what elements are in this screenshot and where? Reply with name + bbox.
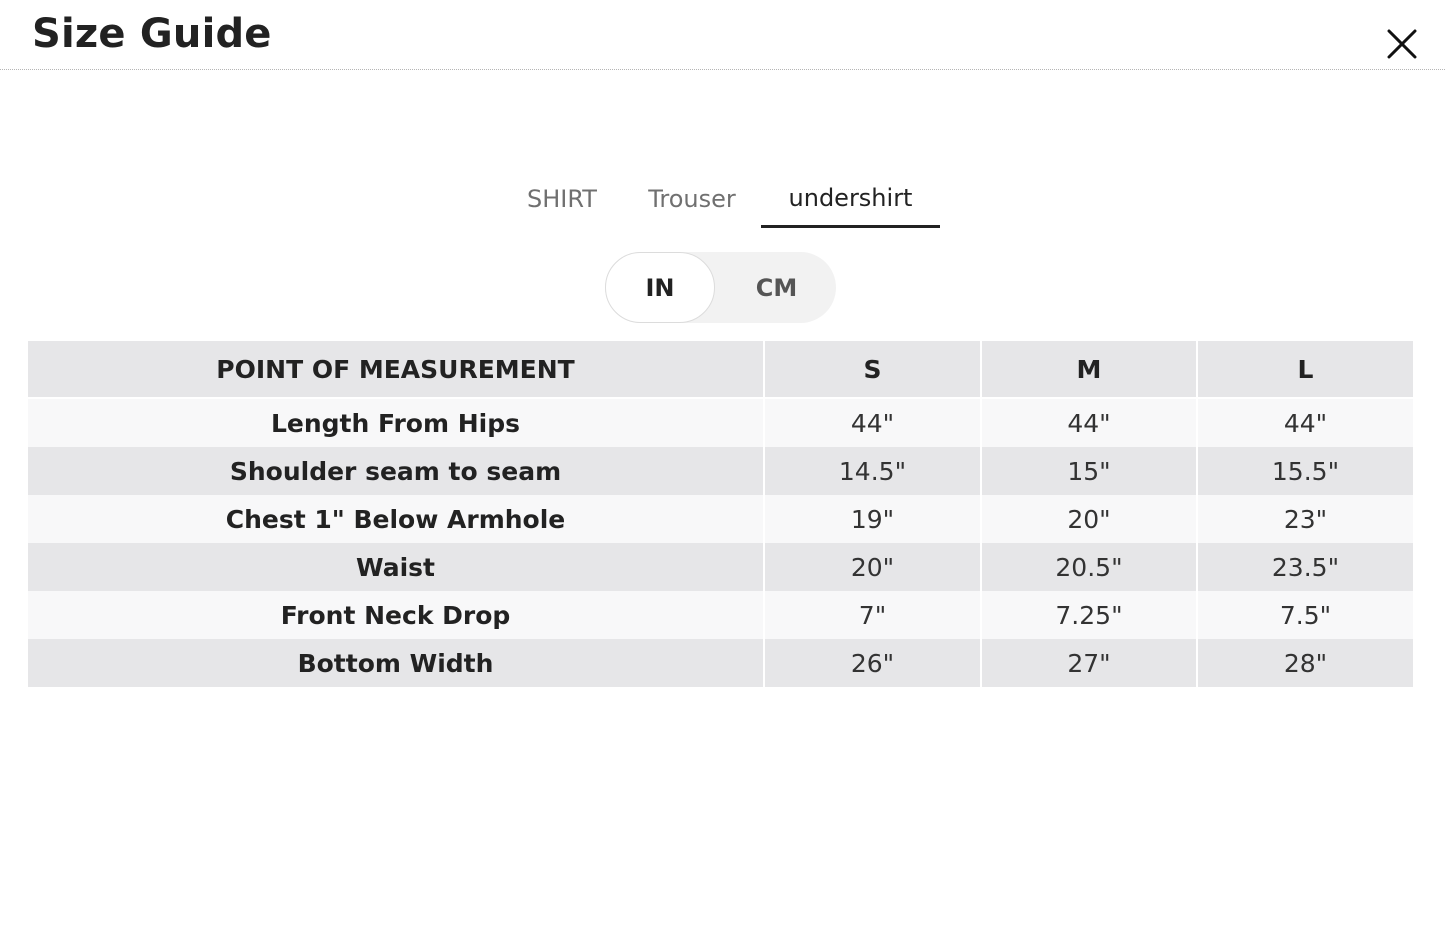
cell-value: 28" — [1198, 639, 1413, 687]
tab-undershirt[interactable]: undershirt — [761, 170, 940, 228]
tab-shirt[interactable]: SHIRT — [508, 170, 616, 228]
cell-value: 15" — [982, 447, 1196, 495]
cell-value: 44" — [765, 399, 980, 447]
table-row — [28, 399, 1413, 447]
unit-cm-button[interactable]: CM — [717, 252, 836, 323]
cell-value: 20" — [765, 543, 980, 591]
unit-toggle — [605, 252, 836, 323]
cell-value: 7" — [765, 591, 980, 639]
cell-value: 20" — [982, 495, 1196, 543]
header-size-l: L — [1198, 341, 1413, 399]
close-button[interactable] — [1382, 24, 1422, 64]
modal-header — [0, 0, 1445, 70]
unit-in-button[interactable]: IN — [605, 252, 715, 323]
row-label: Waist — [28, 543, 763, 591]
table-row — [28, 543, 1413, 591]
row-label: Bottom Width — [28, 639, 763, 687]
row-label: Shoulder seam to seam — [28, 447, 763, 495]
cell-value: 23.5" — [1198, 543, 1413, 591]
cell-value: 14.5" — [765, 447, 980, 495]
table-row — [28, 639, 1413, 687]
table-header-row — [28, 341, 1413, 399]
header-point-of-measurement: POINT OF MEASUREMENT — [28, 341, 763, 399]
cell-value: 23" — [1198, 495, 1413, 543]
table-row — [28, 591, 1413, 639]
cell-value: 44" — [1198, 399, 1413, 447]
size-table — [26, 341, 1415, 687]
table-row — [28, 447, 1413, 495]
cell-value: 27" — [982, 639, 1196, 687]
page-title: Size Guide — [32, 11, 272, 57]
header-size-s: S — [765, 341, 980, 399]
cell-value: 7.5" — [1198, 591, 1413, 639]
garment-tabs — [0, 170, 1445, 230]
tab-trouser[interactable]: Trouser — [636, 170, 748, 228]
row-label: Length From Hips — [28, 399, 763, 447]
cell-value: 19" — [765, 495, 980, 543]
table-row — [28, 495, 1413, 543]
cell-value: 15.5" — [1198, 447, 1413, 495]
row-label: Front Neck Drop — [28, 591, 763, 639]
row-label: Chest 1" Below Armhole — [28, 495, 763, 543]
cell-value: 26" — [765, 639, 980, 687]
close-icon — [1382, 24, 1422, 64]
cell-value: 7.25" — [982, 591, 1196, 639]
cell-value: 44" — [982, 399, 1196, 447]
header-size-m: M — [982, 341, 1196, 399]
cell-value: 20.5" — [982, 543, 1196, 591]
